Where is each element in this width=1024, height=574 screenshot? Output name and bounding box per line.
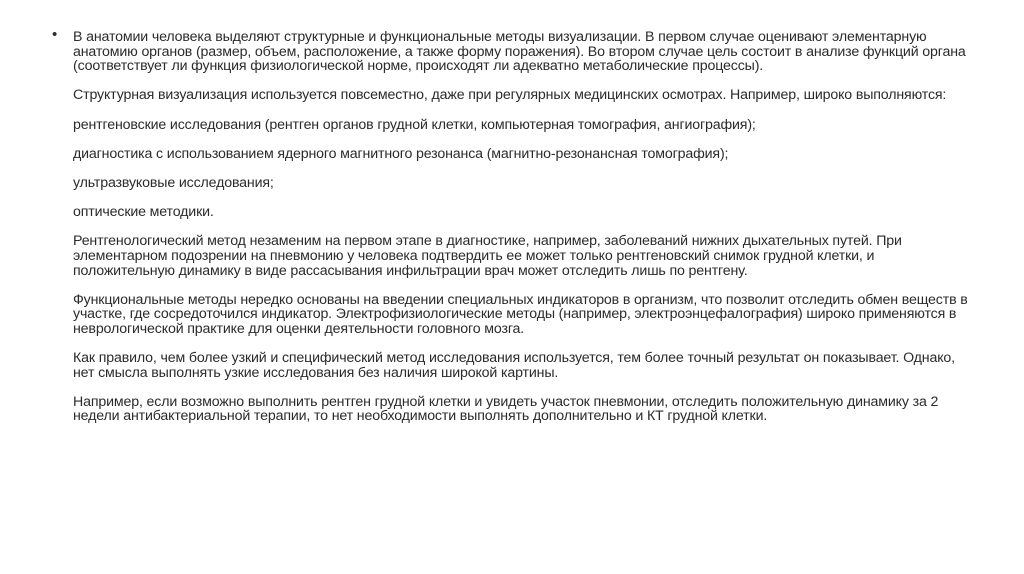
paragraph-gap (73, 103, 978, 118)
paragraph-gap (73, 132, 978, 147)
paragraph-gap (73, 336, 978, 351)
paragraph-structural-visualization: Структурная визуализация используется повсеместно, даже при регулярных медицинских осмотрах. Например, широко выполняются: (73, 87, 947, 104)
paragraph-gap (73, 278, 978, 293)
list-item-ultrasound: ультразвуковые исследования; (73, 174, 274, 191)
list-item-mri: диагностика с использованием ядерного магнитного резонанса (магнитно-резонансная томография); (73, 145, 729, 162)
slide-body-text (73, 30, 978, 424)
bullet-icon: • (52, 26, 58, 43)
paragraph-radiology: Рентгенологический метод незаменим на первом этапе в диагностике, например, заболеваний нижних дыхательных путей. При элементарном подозрении на пневмонию у человека подтвердить ее может только рентгеновский снимок грудной клетки, и положительную динамику в виде рассасывания инфильтрации врач может отследить лишь по рентгену. (73, 233, 902, 279)
list-item-xray: рентгеновские исследования (рентген органов грудной клетки, компьютерная томография, ангиография); (73, 116, 756, 133)
paragraph-functional-methods: Функциональные методы нередко основаны на введении специальных индикаторов в организм, что позволит отследить обмен веществ в участке, где сосредоточился индикатор. Электрофизиологические методы (например, электроэнцефалография) широко применяются в неврологической практике для оценки деятельности головного мозга. (73, 291, 968, 337)
paragraph-gap (73, 220, 978, 235)
paragraph-example: Например, если возможно выполнить рентген грудной клетки и увидеть участок пневмонии, отследить положительную динамику за 2 недели антибактериальной терапии, то нет необходимости выполнять дополнительно и КТ грудной клетки. (73, 393, 939, 425)
paragraph-gap (73, 161, 978, 176)
paragraph-anatomy-methods: В анатомии человека выделяют структурные и функциональные методы визуализации. В первом случае оценивают элементарную анатомию органов (размер, объем, расположение, а также форму поражения). Во втором случае цель состоит в анализе функций органа (соответствует ли функция физиологической норме, происходят ли адекватно метаболические процессы). (73, 29, 966, 75)
list-item-optical: оптические методики. (73, 204, 214, 221)
paragraph-gap (73, 380, 978, 395)
paragraph-gap (73, 74, 978, 89)
paragraph-gap (73, 191, 978, 206)
paragraph-specific-methods: Как правило, чем более узкий и специфический метод исследования используется, тем более точный результат он показывает. Однако, нет смысла выполнять узкие исследования без наличия широкой картины. (73, 350, 955, 381)
